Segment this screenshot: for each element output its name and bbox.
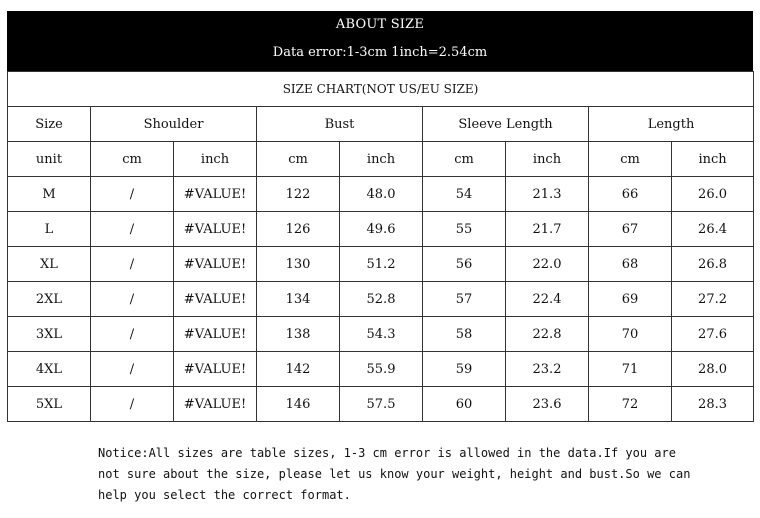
notice-line: help you select the correct format.: [98, 488, 351, 502]
table-cell: 22.0: [506, 247, 589, 282]
table-cell: 23.6: [506, 387, 589, 422]
table-cell: 126: [257, 212, 340, 247]
length-header: Length: [589, 107, 754, 142]
header-title: ABOUT SIZE: [335, 17, 425, 32]
table-row: [8, 317, 754, 352]
size-header: Size: [8, 107, 91, 142]
table-cell: 57.5: [340, 387, 423, 422]
table-cell: 26.8: [672, 247, 754, 282]
size-cell: L: [8, 212, 91, 247]
table-cell: 68: [589, 247, 672, 282]
chart-title: SIZE CHART(NOT US/EU SIZE): [8, 72, 754, 107]
bust-header: Bust: [257, 107, 423, 142]
shoulder-header: Shoulder: [91, 107, 257, 142]
table-cell: 56: [423, 247, 506, 282]
about-size-header: [7, 11, 753, 71]
table-row: [8, 177, 754, 212]
table-cell: 146: [257, 387, 340, 422]
table-cell: 26.0: [672, 177, 754, 212]
table-cell: 55.9: [340, 352, 423, 387]
table-cell: /: [91, 247, 174, 282]
size-chart-table: [7, 71, 754, 422]
size-cell: M: [8, 177, 91, 212]
group-header-row: [8, 107, 754, 142]
table-cell: 48.0: [340, 177, 423, 212]
table-cell: 49.6: [340, 212, 423, 247]
table-cell: 134: [257, 282, 340, 317]
size-cell: 3XL: [8, 317, 91, 352]
table-cell: /: [91, 352, 174, 387]
size-cell: 5XL: [8, 387, 91, 422]
table-cell: 54: [423, 177, 506, 212]
table-cell: /: [91, 212, 174, 247]
table-cell: 60: [423, 387, 506, 422]
table-cell: 22.4: [506, 282, 589, 317]
table-cell: 71: [589, 352, 672, 387]
table-cell: /: [91, 387, 174, 422]
table-cell: #VALUE!: [174, 317, 257, 352]
notice-line: Notice:All sizes are table sizes, 1-3 cm error is allowed in the data.If you are: [98, 446, 676, 460]
unit-cell: inch: [506, 142, 589, 177]
table-cell: /: [91, 317, 174, 352]
table-cell: 21.7: [506, 212, 589, 247]
table-cell: 72: [589, 387, 672, 422]
table-cell: #VALUE!: [174, 177, 257, 212]
table-row: [8, 212, 754, 247]
table-cell: 130: [257, 247, 340, 282]
table-cell: 58: [423, 317, 506, 352]
table-cell: #VALUE!: [174, 282, 257, 317]
table-cell: 55: [423, 212, 506, 247]
table-cell: 22.8: [506, 317, 589, 352]
header-subtitle: Data error:1-3cm 1inch=2.54cm: [272, 45, 488, 60]
unit-cell: cm: [257, 142, 340, 177]
table-cell: 27.6: [672, 317, 754, 352]
table-cell: 26.4: [672, 212, 754, 247]
size-notice: [98, 443, 698, 506]
unit-cell: cm: [91, 142, 174, 177]
table-cell: 138: [257, 317, 340, 352]
table-cell: 66: [589, 177, 672, 212]
table-cell: 21.3: [506, 177, 589, 212]
size-cell: XL: [8, 247, 91, 282]
table-cell: 28.0: [672, 352, 754, 387]
size-cell: 2XL: [8, 282, 91, 317]
table-cell: 52.8: [340, 282, 423, 317]
unit-cell: inch: [174, 142, 257, 177]
table-cell: 70: [589, 317, 672, 352]
table-row: [8, 282, 754, 317]
table-cell: 142: [257, 352, 340, 387]
table-cell: #VALUE!: [174, 247, 257, 282]
unit-cell: inch: [340, 142, 423, 177]
table-cell: #VALUE!: [174, 352, 257, 387]
table-row: [8, 247, 754, 282]
table-cell: 27.2: [672, 282, 754, 317]
sleeve-length-header: Sleeve Length: [423, 107, 589, 142]
unit-cell: inch: [672, 142, 754, 177]
table-cell: 54.3: [340, 317, 423, 352]
table-cell: /: [91, 282, 174, 317]
unit-cell: cm: [589, 142, 672, 177]
unit-cell: cm: [423, 142, 506, 177]
table-cell: 67: [589, 212, 672, 247]
table-cell: 122: [257, 177, 340, 212]
table-cell: 51.2: [340, 247, 423, 282]
unit-cell: unit: [8, 142, 91, 177]
table-cell: 59: [423, 352, 506, 387]
table-cell: #VALUE!: [174, 212, 257, 247]
table-cell: 69: [589, 282, 672, 317]
table-cell: 57: [423, 282, 506, 317]
table-row: [8, 387, 754, 422]
table-cell: #VALUE!: [174, 387, 257, 422]
table-cell: /: [91, 177, 174, 212]
table-row: [8, 352, 754, 387]
chart-title-row: [8, 72, 754, 107]
size-cell: 4XL: [8, 352, 91, 387]
table-cell: 23.2: [506, 352, 589, 387]
unit-row: [8, 142, 754, 177]
notice-line: not sure about the size, please let us know your weight, height and bust.So we can: [98, 467, 691, 481]
table-cell: 28.3: [672, 387, 754, 422]
